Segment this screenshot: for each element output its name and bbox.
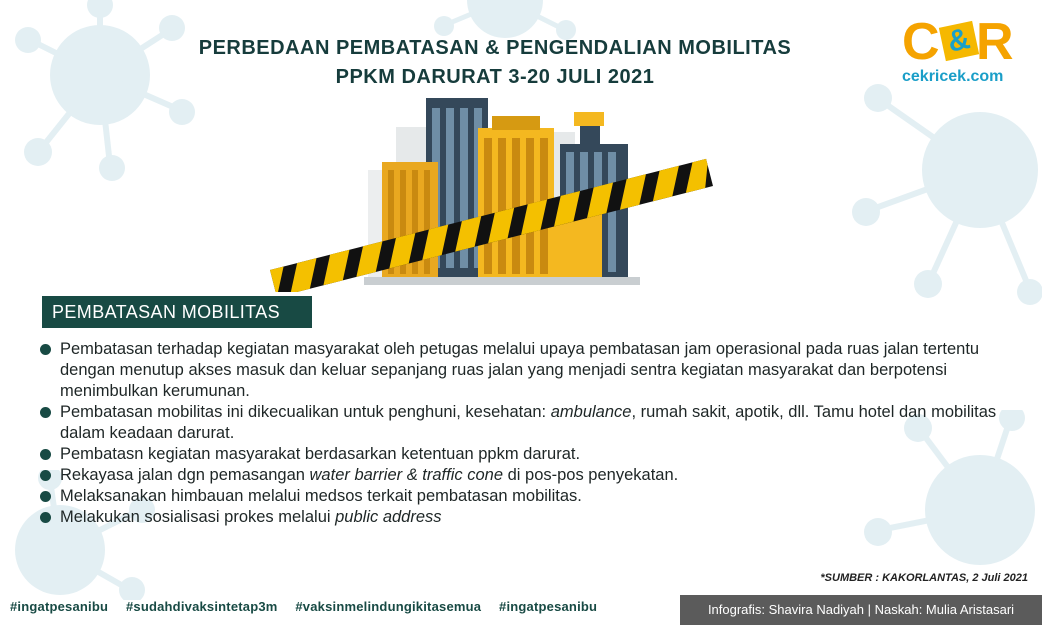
bullet-text-italic: water barrier & traffic cone (309, 466, 504, 484)
cekricek-logo[interactable] (900, 12, 1030, 92)
ground (364, 277, 640, 285)
bullet-text-italic: public address (335, 508, 442, 526)
bullet-text: Pembatasan terhadap kegiatan masyarakat oleh petugas melalui upaya pembatasan jam operasional pada ruas jalan tertentu dengan menutup akses masuk dan keluar sepanjang ruas jalan yang menjadi sentra kegiatan masyarakat dan berpotensi menimbulkan kerumunan. (60, 340, 980, 400)
section-label: PEMBATASAN MOBILITAS (42, 296, 312, 328)
city-barrier-illustration (260, 92, 730, 292)
bullet-text: Rekayasa jalan dgn pemasangan (60, 466, 310, 484)
bullet-item (40, 444, 1030, 465)
credits-bar: Infografis: Shavira Nadiyah | Naskah: Mulia Aristasari (680, 595, 1042, 625)
bullet-list (40, 339, 1030, 528)
title-line-2: PPKM DARURAT 3-20 JULI 2021 (335, 66, 655, 88)
bullet-item (40, 486, 1030, 507)
hashtag: #ingatpesanibu (10, 599, 109, 614)
logo-letter-r: R (976, 13, 1014, 71)
bullet-item (40, 402, 1030, 444)
page-title (0, 34, 990, 92)
logo-letter-c: C (902, 13, 940, 71)
bullet-item (40, 465, 1030, 486)
source-note: *SUMBER : KAKORLANTAS, 2 Juli 2021 (820, 572, 1028, 584)
bullet-text: Melaksanakan himbauan melalui medsos terkait pembatasan mobilitas. (60, 487, 582, 505)
bullet-item (40, 339, 1030, 402)
bullet-text: Pembatasan mobilitas ini dikecualikan untuk penghuni, kesehatan: (60, 403, 551, 421)
virus-decoration-right (840, 60, 1042, 310)
logo-url: cekricek.com (902, 68, 1004, 85)
hashtag: #sudahdivaksintetap3m (125, 599, 278, 614)
bullet-text: , rumah sakit, apotik, dll. Tamu hotel dan mobilitas dalam keadaan darurat. (60, 403, 997, 442)
bullet-text: di pos-pos penyekatan. (503, 466, 679, 484)
hashtag: #ingatpesanibu (499, 599, 598, 614)
title-line-1: PERBEDAAN PEMBATASAN & PENGENDALIAN MOBILITAS (198, 37, 792, 59)
hashtag-row (10, 599, 611, 614)
hashtag: #vaksinmelindungikitasemua (295, 599, 482, 614)
virus-decoration-top-left (0, 0, 210, 200)
bullet-text-italic: ambulance (550, 403, 632, 421)
logo-ampersand: & (939, 21, 979, 61)
bullet-text: Pembatasn kegiatan masyarakat berdasarkan ketentuan ppkm darurat. (60, 445, 581, 463)
bullet-item (40, 507, 1030, 528)
bullet-text: Melakukan sosialisasi prokes melalui (60, 508, 336, 526)
